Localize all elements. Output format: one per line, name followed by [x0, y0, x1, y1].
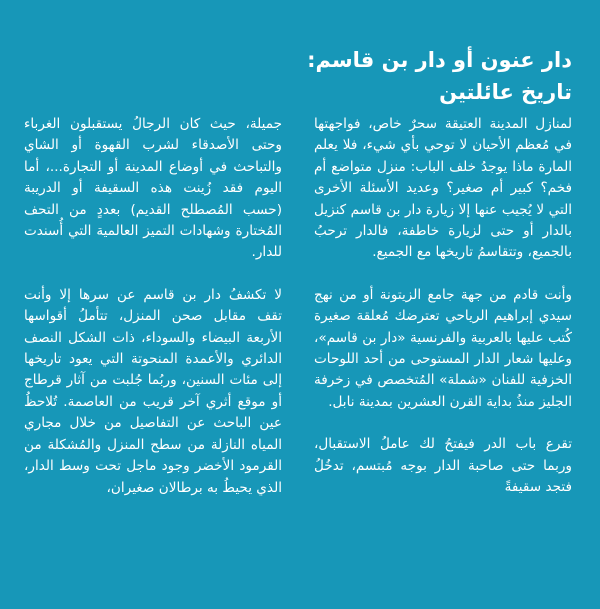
paragraph-gap: [314, 413, 572, 434]
paragraph-1: لمنازل المدينة العتيقة سحرٌ خاص، فواجهتها في مُعظم الأحيان لا توحي بأي شيء، فلا يعلم المارة ماذا يوجدُ خلف الباب: منزل متواضع أم فخم؟ كبير أم صغير؟ وعديد الأسئلة الأخرى التي لا يُجيب عنها إلا زيارة دار بن قاسم كنزيل بالدار أو حتى لزيارة خاطفة، فالدار ترحبُ بالجميع، وتتقاسمُ تاريخها مع الجميع.: [314, 116, 572, 261]
paragraph-gap: [24, 264, 282, 285]
text-column-right: [314, 114, 572, 499]
paragraph-5: لا تكشفُ دار بن قاسم عن سرها إلا وأنت تقف مقابل صحن المنزل، تتأملُ أقواسها الأربعة البيضاء والسوداء، ذات الشكل النصف الدائري والأعمدة المنحوتة التي يعود تاريخها إلى مئات السنين، وربُما جُلبت من آثار قرطاج أو موقع أثري آخر قريب من العاصمة. تُلاحظُ عين الباحث عن التفاصيل من خلال مجاري المياه النازلة من سطح المنزل والمُشكلة من القرمود الأخضر وجود ماجل تحت وسط الدار، الذي يحيطُ به برطالان صغيران،: [24, 286, 282, 496]
title-line-1: دار عنون أو دار بن قاسم:: [307, 48, 572, 72]
article-title: [272, 44, 572, 108]
paragraph-2: وأنت قادم من جهة جامع الزيتونة أو من نهج سيدي إبراهيم الرياحي تعترضك مُعلقة صغيرة كُتب عليها بالعربية والفرنسية «دار بن قاسم»، وعليها شعار الدار المستوحى من أحد اللوحات الخزفية للفنان «شملة» المُتخصص في زخرفة الجليز منذُ بداية القرن العشرين بمدينة نابل.: [314, 286, 572, 410]
title-line-2: تاريخ عائلتين: [439, 80, 572, 104]
paragraph-gap: [314, 264, 572, 285]
paragraph-3: تقرع باب الدر فيفتحُ لك عاملُ الاستقبال، وربما حتى صاحبة الدار بوجه مُبتسم، تدخُلُ فتجد سقيفةً: [314, 436, 572, 496]
text-column-left: [24, 114, 282, 499]
paragraph-4: جميلة، حيث كان الرجالُ يستقبلون الغرباء وحتى الأصدقاء لشرب القهوة أو الشاي والتباحث في أوضاع المدينة أو التجارة...، أما اليوم فقد زُينت هذه السقيفة أو الدريبة (حسب المُصطلح القديم) بعددٍ من التحف المُختارة وشهادات التميز العالمية التي أُسندت للدار.: [24, 116, 282, 261]
